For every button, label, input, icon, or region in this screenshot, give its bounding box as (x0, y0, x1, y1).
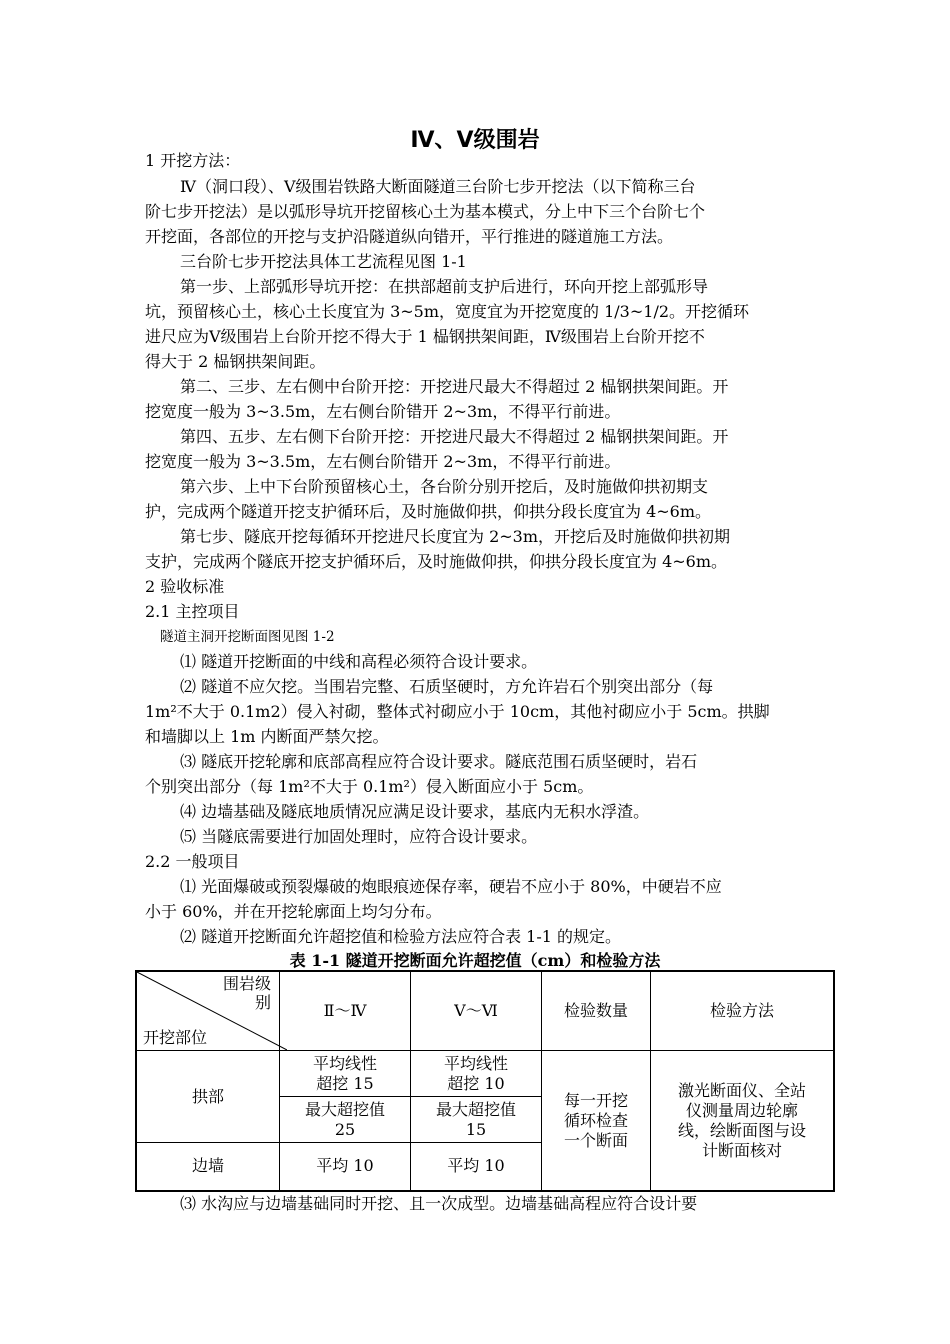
paragraph-line: 1m²不大于 0.1m2）侵入衬砌，整体式衬砌应小于 10cm，其他衬砌应小于 5cm。拱脚 (145, 702, 770, 721)
table-cell: 平均 10 (280, 1143, 411, 1191)
subsection-heading: 2.2 一般项目 (145, 852, 240, 871)
list-item: ⑷ 边墙基础及隧底地质情况应满足设计要求，基底内无积水浮渣。 (180, 802, 650, 821)
row-label: 边墙 (136, 1143, 280, 1191)
table-cell: 平均线性 超挖 10 (411, 1051, 542, 1097)
section-heading: 2 验收标准 (145, 577, 225, 596)
list-item: ⑶ 隧底开挖轮廓和底部高程应符合设计要求。隧底范围石质坚硬时，岩石 (180, 752, 698, 771)
table-cell: 最大超挖值 25 (280, 1097, 411, 1143)
paragraph-line: 第七步、隧底开挖每循环开挖进尺长度宜为 2~3m，开挖后及时施做仰拱初期 (180, 527, 731, 546)
paragraph-line: 第四、五步、左右侧下台阶开挖：开挖进尺最大不得超过 2 榀钢拱架间距。开 (180, 427, 729, 446)
list-item: ⑴ 光面爆破或预裂爆破的炮眼痕迹保存率，硬岩不应小于 80%，中硬岩不应 (180, 877, 722, 896)
paragraph-line: 挖宽度一般为 3~3.5m，左右侧台阶错开 2~3m，不得平行前进。 (145, 452, 621, 471)
table-cell: 平均 10 (411, 1143, 542, 1191)
paragraph-line: 坑，预留核心土，核心土长度宜为 3~5m，宽度宜为开挖宽度的 1/3~1/2。开挖循环 (145, 302, 750, 321)
paragraph-line: 护，完成两个隧道开挖支护循环后，及时施做仰拱，仰拱分段长度宜为 4~6m。 (145, 502, 712, 521)
paragraph-line: 进尺应为Ⅴ级围岩上台阶开挖不得大于 1 榀钢拱架间距，Ⅳ级围岩上台阶开挖不 (145, 327, 705, 346)
paragraph-line: 支护，完成两个隧底开挖支护循环后，及时施做仰拱，仰拱分段长度宜为 4~6m。 (145, 552, 728, 571)
paragraph-line: 开挖面，各部位的开挖与支护沿隧道纵向错开，平行推进的隧道施工方法。 (145, 227, 674, 246)
paragraph-line: 第六步、上中下台阶预留核心土，各台阶分别开挖后，及时施做仰拱初期支 (180, 477, 709, 496)
list-item: ⑸ 当隧底需要进行加固处理时，应符合设计要求。 (180, 827, 538, 846)
page-title: Ⅳ、Ⅴ级围岩 (410, 128, 540, 153)
table-cell: 平均线性 超挖 15 (280, 1051, 411, 1097)
corner-top-label: 围岩级 别 (222, 974, 271, 1012)
paragraph-line: Ⅳ（洞口段）、Ⅴ级围岩铁路大断面隧道三台阶七步开挖法（以下简称三台 (180, 177, 696, 196)
paragraph-line: 挖宽度一般为 3~3.5m，左右侧台阶错开 2~3m，不得平行前进。 (145, 402, 621, 421)
corner-bottom-label: 开挖部位 (143, 1028, 208, 1047)
paragraph-line: 阶七步开挖法）是以弧形导坑开挖留核心土为基本模式，分上中下三个台阶七个 (145, 202, 706, 221)
section-heading: 1 开挖方法： (145, 151, 241, 170)
column-header: 检验数量 (542, 971, 651, 1051)
list-item: ⑶ 水沟应与边墙基础同时开挖、且一次成型。边墙基础高程应符合设计要 (180, 1194, 698, 1213)
figure-reference: 隧道主洞开挖断面图见图 1-2 (160, 629, 335, 645)
inspection-method-cell: 激光断面仪、全站 仪测量周边轮廓 线，绘断面图与设 计断面核对 (651, 1051, 835, 1191)
list-item: ⑵ 隧道不应欠挖。当围岩完整、石质坚硬时，方允许岩石个别突出部分（每 (180, 677, 714, 696)
overbreak-table (135, 970, 835, 1192)
paragraph-line: 第一步、上部弧形导坑开挖：在拱部超前支护后进行，环向开挖上部弧形导 (180, 277, 709, 296)
column-header: 检验方法 (651, 971, 835, 1051)
table-corner-header (136, 971, 280, 1051)
table-cell: 最大超挖值 15 (411, 1097, 542, 1143)
paragraph-line: 个别突出部分（每 1m²不大于 0.1m²）侵入断面应小于 5cm。 (145, 777, 594, 796)
list-item: ⑴ 隧道开挖断面的中线和高程必须符合设计要求。 (180, 652, 538, 671)
list-item: ⑵ 隧道开挖断面允许超挖值和检验方法应符合表 1-1 的规定。 (180, 927, 622, 946)
table-caption: 表 1-1 隧道开挖断面允许超挖值（cm）和检验方法 (289, 951, 661, 970)
paragraph-line: 三台阶七步开挖法具体工艺流程见图 1-1 (180, 252, 467, 271)
paragraph-line: 小于 60%，并在开挖轮廓面上均匀分布。 (145, 902, 442, 921)
paragraph-line: 得大于 2 榀钢拱架间距。 (145, 352, 326, 371)
column-header: Ⅴ～Ⅵ (411, 971, 542, 1051)
inspection-count-cell: 每一开挖 循环检查 一个断面 (542, 1051, 651, 1191)
paragraph-line: 第二、三步、左右侧中台阶开挖：开挖进尺最大不得超过 2 榀钢拱架间距。开 (180, 377, 729, 396)
row-label: 拱部 (136, 1051, 280, 1143)
subsection-heading: 2.1 主控项目 (145, 602, 240, 621)
paragraph-line: 和墙脚以上 1m 内断面严禁欠挖。 (145, 727, 389, 746)
column-header: Ⅱ～Ⅳ (280, 971, 411, 1051)
